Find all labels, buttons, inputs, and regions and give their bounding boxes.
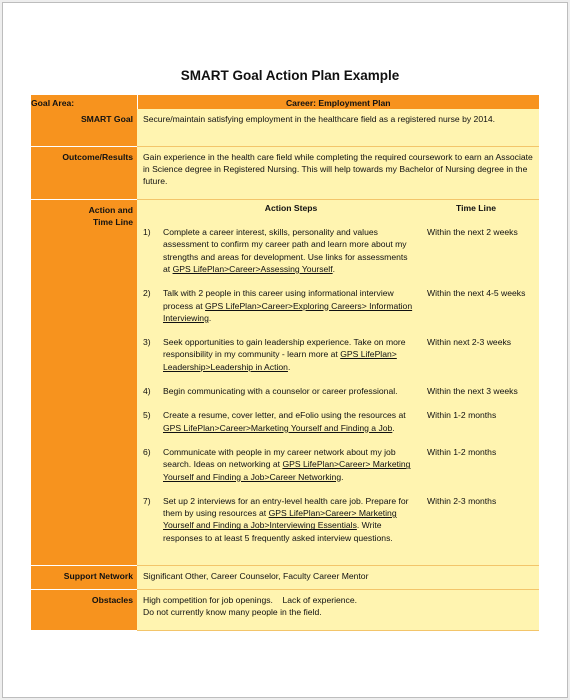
step-timeline: Within 1-2 months — [427, 410, 497, 421]
obstacles-line2: Do not currently know many people in the field. — [143, 607, 322, 618]
step-description: Communicate with people in my career network about my job search. Ideas on networking at — [163, 446, 396, 470]
goal-area-value: Career: Employment Plan — [137, 95, 539, 109]
obstacles-label: Obstacles — [31, 589, 137, 630]
gps-lifeplan-link[interactable]: GPS LifePlan>Career>Marketing Yourself and Finding a Job — [163, 422, 393, 433]
step-text — [163, 385, 419, 409]
step-number: 7) — [143, 495, 151, 506]
step-description-end: . — [208, 312, 212, 323]
step-description-end: . — [341, 471, 344, 482]
support-label: Support Network — [31, 565, 137, 589]
support-row — [31, 565, 539, 589]
action-label — [31, 199, 137, 565]
step-description: Set up 2 interviews for an entry-level health care job. Prepare for them by using resources at — [163, 495, 409, 519]
step-description: Create a resume, cover letter, and eFolio using the resources at — [163, 410, 406, 421]
steps-list — [143, 226, 533, 556]
obstacles-row — [31, 589, 539, 630]
step-text — [163, 336, 419, 385]
step-description-end: . — [287, 361, 291, 372]
obstacles-line1: High competition for job openings. Lack of experience. — [143, 594, 358, 605]
step-timeline: Within 2-3 months — [427, 495, 497, 506]
step-text — [163, 409, 419, 446]
step-timeline: Within 1-2 months — [427, 446, 497, 457]
smart-goal-row — [31, 109, 539, 146]
step-text — [163, 495, 419, 556]
document-page — [2, 2, 568, 698]
action-plan-table — [31, 95, 539, 631]
goal-area-row — [31, 95, 539, 109]
gps-lifeplan-link[interactable]: GPS LifePlan>Career>Assessing Yourself — [172, 263, 333, 274]
step-timeline: Within the next 4-5 weeks — [427, 288, 526, 299]
step-number: 2) — [143, 288, 151, 299]
smart-goal-text: Secure/maintain satisfying employment in the healthcare field as a registered nurse by 2014. — [137, 109, 539, 146]
action-steps-header: Action Steps — [264, 202, 318, 213]
action-step-row — [143, 385, 533, 409]
step-description-end: . — [332, 263, 335, 274]
action-step-row — [143, 495, 533, 556]
step-number: 5) — [143, 410, 151, 421]
step-timeline: Within next 2-3 weeks — [427, 337, 512, 348]
step-description: Complete a career interest, skills, personality and values assessment to confirm my career path and learn more about my strengths and areas for development. Use links for assessments at — [163, 227, 408, 274]
support-text: Significant Other, Career Counselor, Faculty Career Mentor — [137, 565, 539, 589]
step-description: Begin communicating with a counselor or career professional. — [163, 386, 398, 397]
outcome-row — [31, 146, 539, 199]
step-text — [163, 226, 419, 287]
outcome-label: Outcome/Results — [31, 146, 137, 199]
step-timeline: Within the next 2 weeks — [427, 227, 518, 238]
step-timeline: Within the next 3 weeks — [427, 386, 518, 397]
action-step-row — [143, 287, 533, 336]
action-row — [31, 199, 539, 565]
page-title: SMART Goal Action Plan Example — [180, 68, 400, 83]
gps-lifeplan-link[interactable]: GPS LifePlan>Career>Exploring Careers> Information Interviewing — [163, 300, 413, 323]
step-description: Seek opportunities to gain leadership experience. Take on more responsibility in my community - learn more at — [163, 337, 406, 360]
gps-lifeplan-link[interactable]: GPS LifePlan>Career> Marketing Yourself and Finding a Job>Interviewing Essentials — [163, 508, 397, 531]
step-description-end: . — [392, 422, 395, 433]
action-steps-table — [143, 202, 533, 556]
outcome-text: Gain experience in the health care field while completing the required coursework to earn an Associate in Science degree in Registered Nursing. This will help towards my Bachelor of Nursing degree in the future. — [137, 146, 539, 199]
gps-lifeplan-link[interactable]: GPS LifePlan>Career> Marketing Yourself and Finding a Job>Career Networking — [163, 459, 411, 482]
action-step-row — [143, 409, 533, 446]
action-step-row — [143, 226, 533, 287]
step-text — [163, 287, 419, 336]
step-number: 4) — [143, 386, 151, 397]
action-label-line1: Action and — [88, 204, 133, 215]
step-text — [163, 446, 419, 495]
action-content — [137, 199, 539, 565]
step-number: 3) — [143, 337, 151, 348]
step-number: 1) — [143, 227, 151, 238]
gps-lifeplan-link[interactable]: GPS LifePlan> Leadership>Leadership in Action — [163, 349, 397, 372]
smart-goal-label: SMART Goal — [31, 109, 137, 146]
action-step-row — [143, 446, 533, 495]
step-description: Talk with 2 people in this career using informational interview process at — [163, 288, 394, 311]
goal-area-label: Goal Area: — [31, 95, 137, 109]
timeline-header: Time Line — [456, 202, 496, 213]
step-number: 6) — [143, 446, 151, 457]
obstacles-text — [137, 589, 539, 630]
action-label-line2: Time Line — [93, 217, 133, 228]
action-step-row — [143, 336, 533, 385]
step-description-end: . Write responses to at least 5 frequently asked interview questions. — [163, 520, 393, 543]
